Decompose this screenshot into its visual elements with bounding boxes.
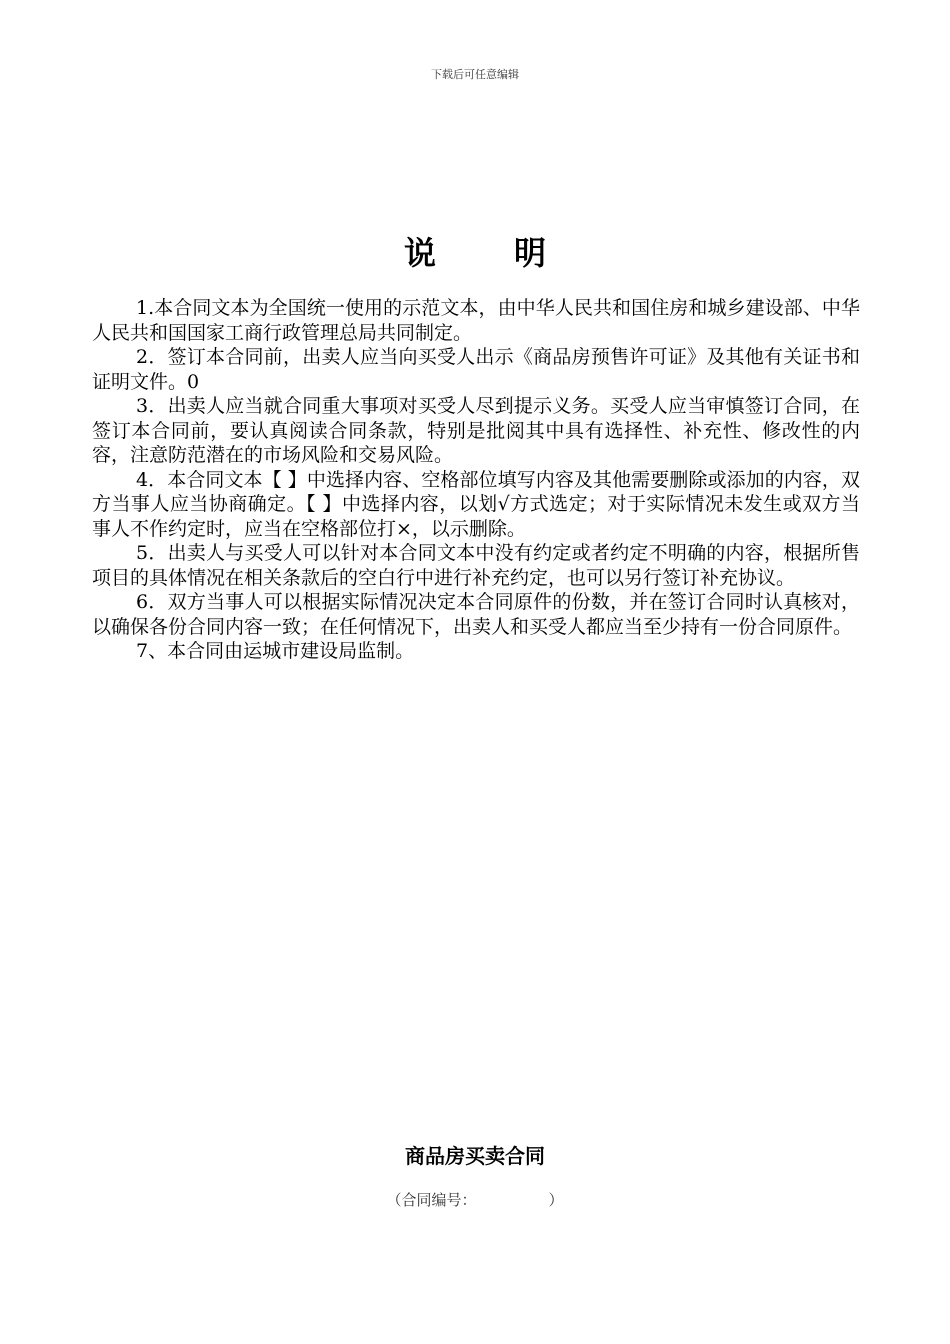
- instruction-paragraph-7: 7、本合同由运城市建设局监制。: [136, 640, 415, 662]
- instruction-paragraph-4: 4．本合同文本【 】中选择内容、空格部位填写内容及其他需要删除或添加的内容，双方当事人应当协商确定。【 】中选择内容，以划√方式选定；对于实际情况未发生或双方当事人不作约定时，应当在空格部位打×，以示删除。: [92, 468, 860, 540]
- contract-number-label: （合同编号：: [386, 1191, 477, 1209]
- contract-number: [0, 1189, 950, 1210]
- header-note: 下载后可任意编辑: [431, 68, 519, 81]
- contract-number-close: ）: [548, 1191, 564, 1209]
- instruction-paragraph-5: 5．出卖人与买受人可以针对本合同文本中没有约定或者约定不明确的内容，根据所售项目的具体情况在相关条款后的空白行中进行补充约定，也可以另行签订补充协议。: [92, 542, 860, 589]
- instruction-paragraph-2: 2．签订本合同前，出卖人应当向买受人出示《商品房预售许可证》及其他有关证书和证明文件。0: [92, 346, 860, 393]
- contract-title: 商品房买卖合同: [405, 1144, 545, 1168]
- instructions-body: [92, 296, 860, 664]
- instruction-paragraph-6: 6．双方当事人可以根据实际情况决定本合同原件的份数，并在签订合同时认真核对，以确保各份合同内容一致；在任何情况下，出卖人和买受人都应当至少持有一份合同原件。: [92, 591, 860, 638]
- instruction-paragraph-1: 1.本合同文本为全国统一使用的示范文本，由中华人民共和国住房和城乡建设部、中华人民共和国国家工商行政管理总局共同制定。: [92, 297, 860, 344]
- page-title: 说明: [403, 234, 624, 272]
- instruction-paragraph-3: 3．出卖人应当就合同重大事项对买受人尽到提示义务。买受人应当审慎签订合同，在签订本合同前，要认真阅读合同条款，特别是批阅其中具有选择性、补充性、修改性的内容，注意防范潜在的市场风险和交易风险。: [92, 395, 860, 466]
